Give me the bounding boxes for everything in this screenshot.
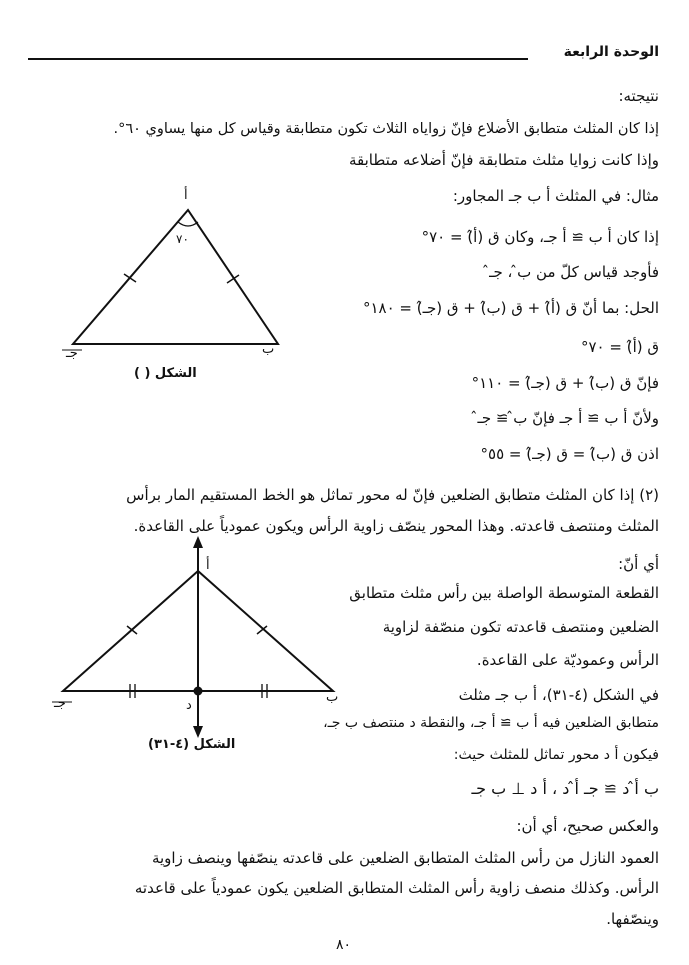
that-is-heading: أي أنّ: [618,555,659,573]
converse-line-1: العمود النازل من رأس المثلث المتطابق الضلعين على قاعدته ينصّفها وينصف زاوية [151,849,659,867]
median-line-1: القطعة المتوسطة الواصلة بين رأس مثلث متطابق [349,584,659,602]
fig1-caption: الشكل ( ) [134,366,197,381]
example-task: فأوجد قياس كلّ من ب̂ ، جـ̂ [489,263,659,281]
solution-line-5: اذن ق (ب̂) = ق (جـ̂) = ٥٥° [480,445,659,463]
relations-line: ب أ̂ د ≅ جـ أ̂ د ، أ د ⊥ ب جـ [471,779,659,798]
solution-line-4: ولأنّ أ ب ≅ أ جـ فإنّ ب̂ ≅ جـ̂ [477,409,659,427]
result-line-2: وإذا كانت زوايا مثلث متطابقة فإنّ أضلاعه متطابقة [349,151,659,169]
fig1-right-vertex: ب [262,342,275,357]
median-line-2: الضلعين ومنتصف قاعدته تكون منصّفة لزاوية [382,618,659,636]
fig2-midpoint-label: د [186,698,192,713]
converse-line-2: الرأس. وكذلك منصف زاوية رأس المثلث المتطابق الضلعين يكون عمودياً على قاعدته [134,879,659,897]
figure-reference: في الشكل (٤-٣١)، أ ب جـ مثلث [458,686,659,704]
example-heading: مثال: في المثلث أ ب جـ المجاور: [452,187,659,205]
converse-line-3: وينصّفها. [606,910,659,928]
fig2-left-vertex: جـ [54,696,66,711]
fig1-apex-label: أ [184,188,188,203]
converse-heading: والعكس صحيح، أي أن: [516,817,659,835]
median-line-3: الرأس وعموديّة على القاعدة. [476,651,659,669]
figure-reference-cont: متطابق الضلعين فيه أ ب ≅ أ جـ، والنقطة د منتصف ب جـ، [323,715,659,731]
solution-line-1: الحل: بما أنّ ق (أ̂) + ق (ب̂) + ق (جـ̂) = ١٨٠° [362,299,659,317]
page-number: ٨٠ [336,937,352,953]
result-line-1: إذا كان المثلث متطابق الأضلاع فإنّ زواياه الثلاث تكون متطابقة وقياس كل منها يساوي ٦٠°. [113,121,659,137]
fig1-left-vertex: جـ [66,346,78,361]
example-given: إذا كان أ ب ≅ أ جـ، وكان ق (أ̂) = ٧٠° [421,228,659,246]
fig1-angle-label: ٧٠ [176,232,189,246]
unit-title: الوحدة الرابعة [563,44,659,60]
fig2-right-vertex: ب [326,690,339,705]
result-heading: نتيجته: [618,87,659,105]
point-2-line-1: (٢) إذا كان المثلث متطابق الضلعين فإنّ له محور تماثل هو الخط المستقيم المار برأس [126,486,659,504]
fig2-apex-label: أ [206,558,210,573]
solution-line-3: فإنّ ق (ب̂) + ق (جـ̂) = ١١٠° [471,374,659,392]
point-2-line-2: المثلث ومنتصف قاعدته. وهذا المحور ينصّف زاوية الرأس ويكون عمودياً على القاعدة. [133,517,659,535]
symmetry-axis-line: فيكون أ د محور تماثل للمثلث حيث: [453,747,659,763]
fig2-caption: الشكل (٤-٣١) [148,737,236,752]
solution-line-2: ق (أ̂) = ٧٠° [580,338,659,356]
